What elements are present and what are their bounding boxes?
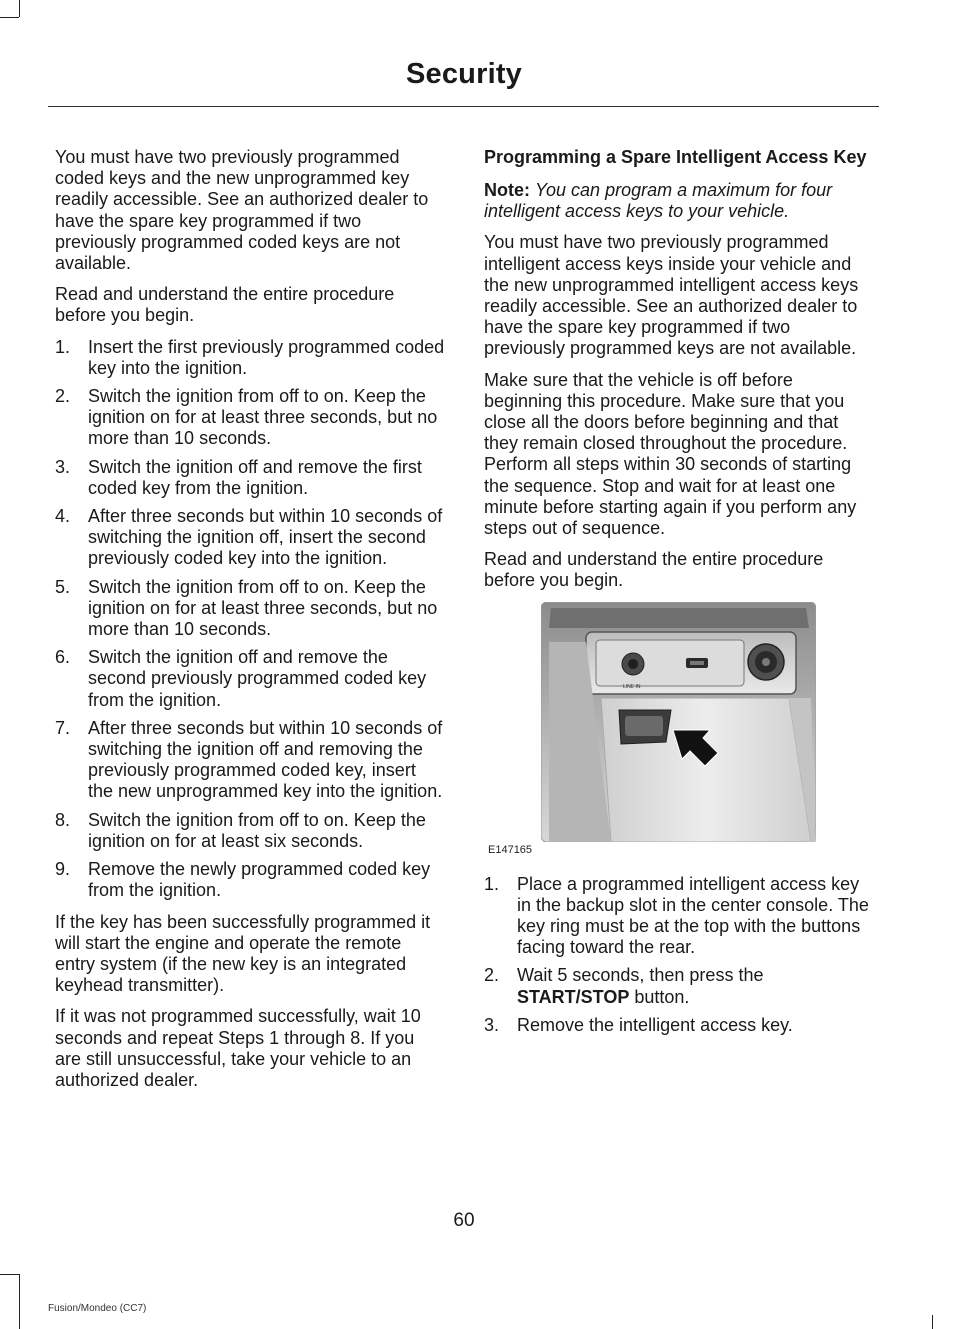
step-number: 1.	[55, 336, 71, 357]
list-item	[55, 337, 445, 379]
list-item	[55, 506, 445, 570]
list-item	[55, 457, 445, 499]
section-heading: Programming a Spare Intelligent Access Key	[484, 147, 867, 167]
step-number: 3.	[55, 456, 71, 477]
step-text: Switch the ignition from off to on. Keep the ignition on for at least six seconds.	[88, 809, 426, 851]
step-number: 8.	[55, 809, 71, 830]
intro-paragraph: You must have two previously programmed coded keys and the new unprogrammed key readily accessible. See an authorized dealer to have the spare key programmed if two previously programmed coded keys are not available.	[55, 147, 429, 274]
step-text: Switch the ignition from off to on. Keep the ignition on for at least three seconds, but no more than 10 seconds.	[88, 576, 438, 640]
step-number: 5.	[55, 576, 71, 597]
step-text: Place a programmed intelligent access key in the backup slot in the center console. The key ring must be at the top with the buttons facing toward the rear.	[517, 873, 869, 958]
list-item	[55, 577, 445, 641]
console-backup-slot-figure	[484, 602, 874, 864]
read-first-paragraph: Read and understand the entire procedure before you begin.	[55, 284, 395, 326]
step-number: 6.	[55, 647, 71, 668]
title-divider	[48, 106, 879, 107]
failure-paragraph: If it was not programmed successfully, wait 10 seconds and repeat Steps 1 through 8. If you are still unsuccessful, take your vehicle to an authorized dealer.	[55, 1006, 421, 1090]
list-item	[484, 874, 874, 959]
crop-mark	[932, 1315, 933, 1329]
access-key-steps-list	[484, 874, 874, 1036]
footer-model-label: Fusion/Mondeo (CC7)	[48, 1303, 147, 1314]
step-number: 2.	[55, 386, 71, 407]
step-text: Wait 5 seconds, then press the	[517, 965, 764, 986]
center-console-illustration	[541, 602, 816, 842]
programming-steps-list	[55, 337, 445, 902]
note-text: You can program a maximum for four intelligent access keys to your vehicle.	[484, 180, 833, 222]
crop-mark	[0, 1274, 19, 1275]
crop-mark	[19, 0, 20, 17]
step-text-end: button.	[629, 986, 690, 1007]
step-text: Switch the ignition off and remove the second previously programmed coded key from the ignition.	[88, 647, 427, 710]
list-item	[55, 859, 445, 901]
right-column	[484, 147, 874, 1046]
step-text: After three seconds but within 10 seconds of switching the ignition off, insert the second previously coded key into the ignition.	[88, 506, 443, 569]
note-label: Note:	[484, 180, 530, 200]
page-number: 60	[453, 1210, 475, 1231]
step-number: 9.	[55, 859, 71, 880]
figure-id: E147165	[488, 844, 533, 857]
crop-mark	[0, 17, 19, 18]
step-text: Remove the newly programmed coded key from the ignition.	[88, 859, 431, 901]
step-text: Insert the first previously programmed coded key into the ignition.	[88, 336, 445, 378]
read-first-paragraph: Read and understand the entire procedure before you begin.	[484, 549, 824, 591]
list-item	[55, 718, 445, 803]
list-item	[55, 647, 445, 711]
note-paragraph	[484, 180, 874, 222]
step-number: 2.	[484, 965, 500, 986]
step-number: 1.	[484, 873, 500, 894]
vehicle-off-paragraph: Make sure that the vehicle is off before beginning this procedure. Make sure that you close all the doors before beginning and that they remain closed throughout the procedure. Perform all steps within 30 seconds of starting the sequence. Stop and wait for at least one minute before starting again if you perform any steps out of sequence.	[484, 369, 857, 539]
list-item	[55, 386, 445, 450]
crop-mark	[19, 1274, 20, 1329]
step-text: Remove the intelligent access key.	[517, 1014, 793, 1035]
list-item	[55, 810, 445, 852]
left-column	[55, 147, 445, 1101]
step-number: 4.	[55, 506, 71, 527]
step-text: Switch the ignition from off to on. Keep the ignition on for at least three seconds, but no more than 10 seconds.	[88, 386, 438, 449]
list-item	[484, 965, 874, 1007]
list-item	[484, 1015, 874, 1036]
step-text: Switch the ignition off and remove the first coded key from the ignition.	[88, 456, 422, 498]
intro-paragraph: You must have two previously programmed intelligent access keys inside your vehicle and the new unprogrammed intelligent access keys readily accessible. See an authorized dealer to have the spare key programmed if two previously programmed keys are not available.	[484, 232, 859, 359]
start-stop-label: START/STOP	[517, 986, 630, 1007]
success-paragraph: If the key has been successfully programmed it will start the engine and operate the remote entry system (if the new key is an integrated keyhead transmitter).	[55, 911, 431, 996]
line-in-label: LINE IN	[623, 683, 641, 690]
step-text: After three seconds but within 10 seconds of switching the ignition off and removing the previously programmed coded key, insert the new unprogrammed key into the ignition.	[88, 717, 443, 802]
step-number: 3.	[484, 1014, 500, 1035]
page-title: Security	[405, 58, 523, 90]
step-number: 7.	[55, 717, 71, 738]
